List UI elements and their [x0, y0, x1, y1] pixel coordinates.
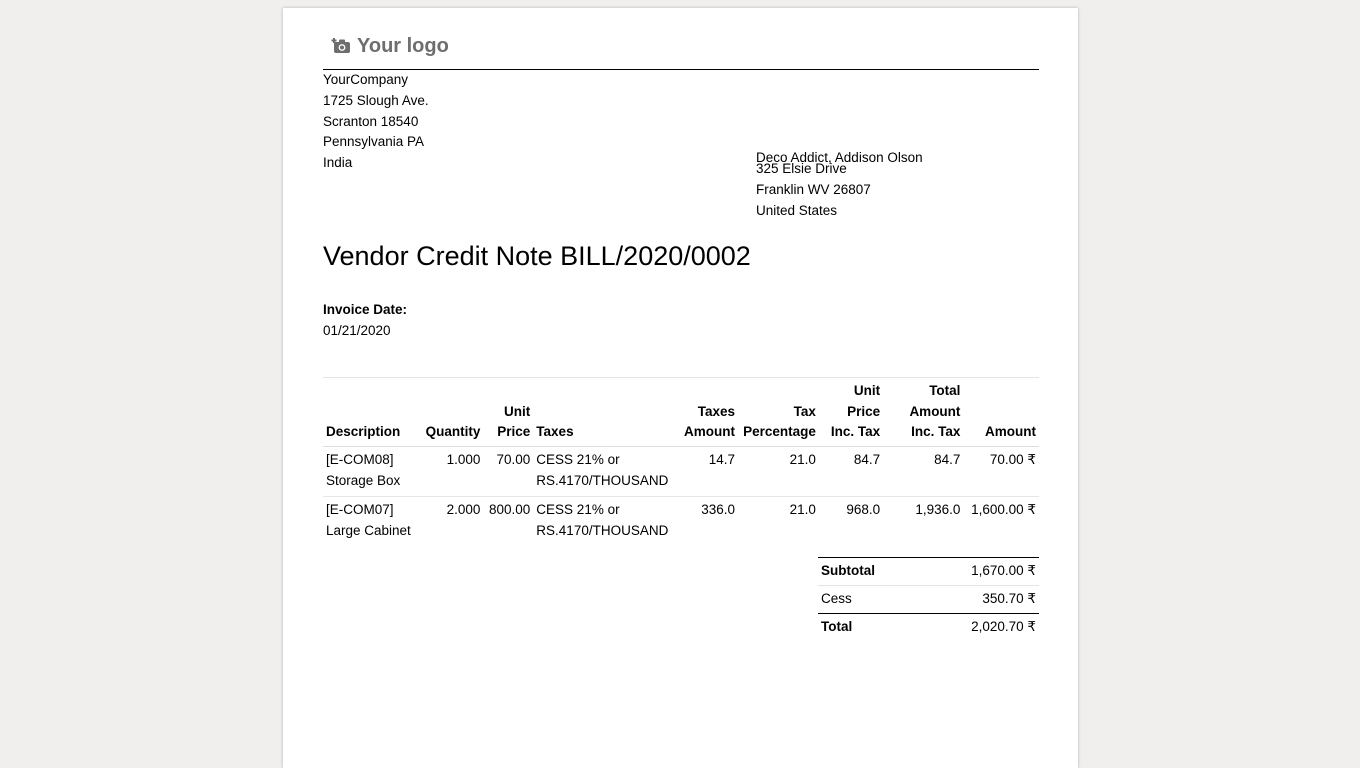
company-street: 1725 Slough Ave. [323, 92, 429, 108]
camera-icon [333, 38, 351, 54]
cess-label: Cess [821, 591, 852, 606]
col-taxes: Taxes [533, 380, 673, 446]
totals-table [818, 557, 1039, 641]
logo-text: Your logo [357, 34, 449, 57]
invoice-date-value: 01/21/2020 [323, 323, 391, 338]
col-tax-percentage: Tax Percentage [738, 380, 819, 446]
subtotal-value: 1,670.00 ₹ [919, 558, 1039, 586]
cell-total-inc-tax: 1,936.0 [915, 502, 961, 518]
partner-country: United States [756, 202, 838, 218]
company-name: YourCompany [323, 72, 409, 87]
cess-value: 350.70 ₹ [982, 591, 1036, 606]
table-row [323, 446, 1039, 497]
cell-unit-price-inc-tax: 84.7 [819, 446, 883, 497]
invoice-date-label: Invoice Date: [323, 302, 408, 317]
total-label: Total [818, 614, 919, 642]
col-taxes-amount: Taxes Amount [673, 380, 738, 446]
cell-taxes-amount: 336.0 [701, 502, 735, 518]
document-page [283, 8, 1078, 768]
col-unit-price: Unit Price [483, 380, 533, 446]
col-quantity: Quantity [420, 380, 484, 446]
subtotal-label: Subtotal [818, 558, 919, 586]
col-unit-price-inc-tax: Unit Price Inc. Tax [819, 380, 883, 446]
total-row [818, 614, 1039, 642]
cell-taxes: CESS 21% or RS.4170/THOUSAND [533, 446, 673, 497]
partner-street: 325 Elsie Drive [756, 161, 847, 176]
invoice-lines-table [323, 380, 1039, 547]
col-amount: Amount [963, 380, 1039, 446]
header-divider [323, 69, 1039, 70]
document-title: Vendor Credit Note BILL/2020/0002 [323, 241, 751, 271]
cell-tax-percentage: 21.0 [789, 502, 816, 518]
cell-description: [E-COM08] Storage Box [323, 446, 420, 497]
cell-amount: 70.00 ₹ [963, 446, 1039, 497]
table-header-row [323, 380, 1039, 446]
partner-name: Deco Addict, Addison Olson [756, 150, 923, 165]
subtotal-row [818, 558, 1039, 586]
cell-taxes: CESS 21% or RS.4170/THOUSAND [536, 502, 669, 539]
total-value: 2,020.70 ₹ [919, 614, 1039, 642]
cell-tax-percentage: 21.0 [738, 446, 819, 497]
table-row [323, 497, 1039, 547]
cell-unit-price: 800.00 [489, 502, 531, 518]
cell-quantity: 2.000 [446, 502, 481, 518]
partner-city: Franklin WV 26807 [756, 181, 871, 197]
cell-taxes-amount: 14.7 [673, 446, 738, 497]
company-address [323, 70, 429, 174]
cell-unit-price-inc-tax: 968.0 [846, 502, 881, 518]
col-total-amount-inc-tax: Total Amount Inc. Tax [883, 380, 963, 446]
col-description: Description [323, 380, 420, 446]
company-state: Pennsylvania PA [323, 134, 425, 150]
cess-row [818, 586, 1039, 614]
cell-amount: 1,600.00 ₹ [971, 502, 1036, 518]
cell-description: [E-COM07] Large Cabinet [326, 502, 411, 539]
cell-unit-price: 70.00 [483, 446, 533, 497]
company-country: India [323, 155, 353, 171]
partner-address [756, 150, 923, 242]
company-city: Scranton 18540 [323, 113, 419, 129]
table-top-divider [323, 377, 1039, 378]
company-logo [333, 32, 449, 60]
cell-quantity: 1.000 [420, 446, 484, 497]
cell-total-inc-tax: 84.7 [883, 446, 963, 497]
